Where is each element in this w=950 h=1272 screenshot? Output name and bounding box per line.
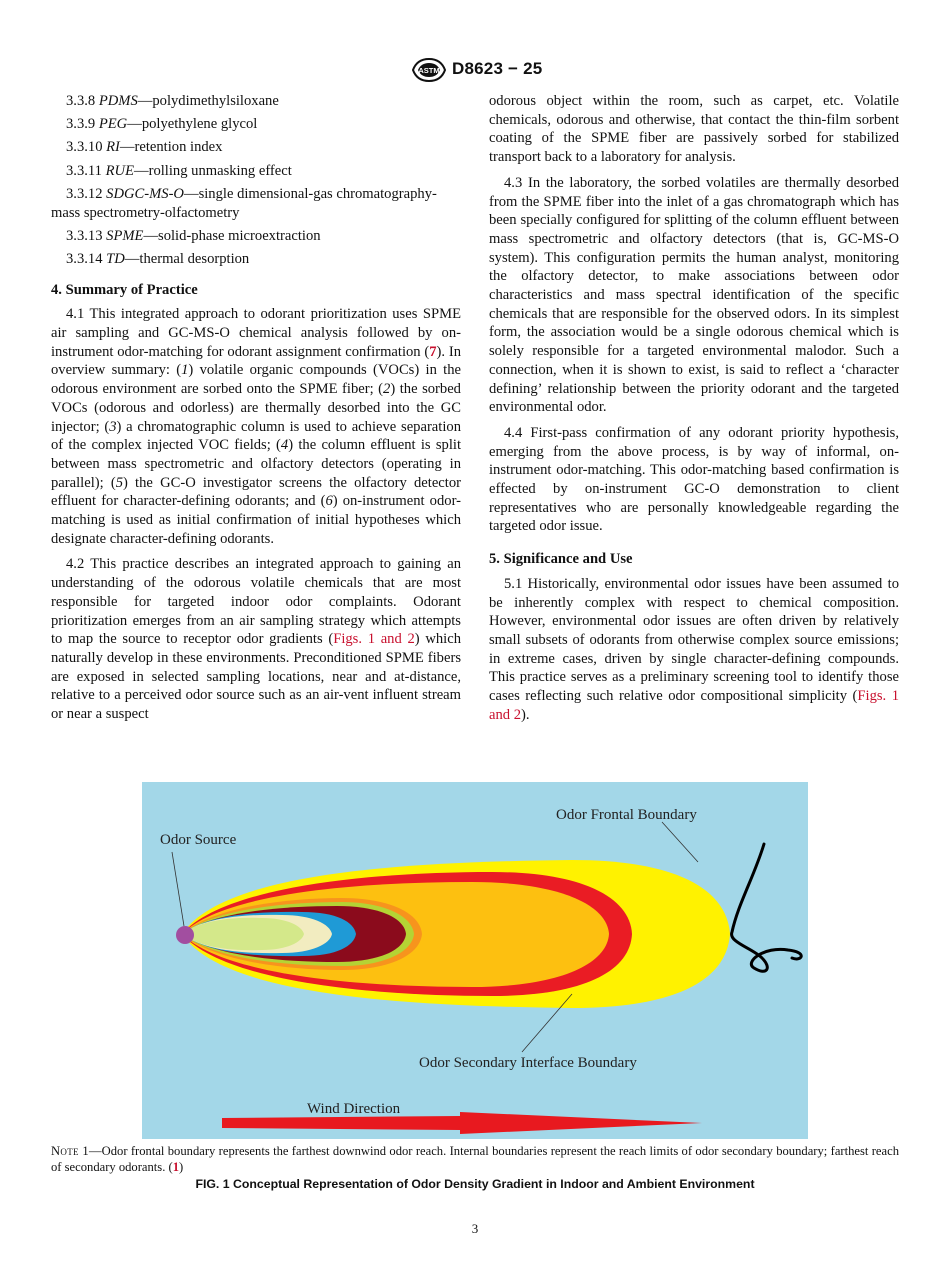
- astm-logo-icon: [409, 58, 449, 82]
- paragraph-4-2: 4.2 This practice describes an integrated approach to gaining an understanding of the odorous volatile chemicals that are most responsible for targeted indoor odor complaints. Odorant prioritization emerges from an air sampling strategy which attempts to map the source to receptor odor gradients (Figs. 1 and 2) which naturally develop in these environments. Preconditioned SPME fibers are exposed in selected sampling locations, near and at-distance, relative to a perceived odor source such as an air-vent influent stream or near a suspect: [51, 556, 461, 723]
- left-column: [51, 92, 461, 731]
- abbrev-item: 3.3.8 PDMS—polydimethylsiloxane: [66, 93, 279, 109]
- reference-link[interactable]: 1: [172, 1159, 179, 1174]
- wind-direction-label: Wind Direction: [307, 1101, 401, 1117]
- odor-source-dot: [176, 926, 194, 944]
- section-heading: 4. Summary of Practice: [51, 281, 198, 298]
- document-designation: D8623 − 25: [452, 59, 543, 78]
- figure-note: Note 1—Odor frontal boundary represents the farthest downwind odor reach. Internal boundaries represent the reach limits of odor secondary boundary; farthest reach of secondary odorants. (1): [51, 1144, 899, 1174]
- odor-source-label: Odor Source: [160, 832, 237, 848]
- frontal-boundary-label: Odor Frontal Boundary: [556, 807, 697, 823]
- paragraph-4-1: 4.1 This integrated approach to odorant prioritization uses SPME air sampling and GC-MS-O chemical analysis followed by on-instrument odor-matching for odorant assignment confirmation (7). In overview summary: (1) volatile organic compounds (VOCs) in the odorous environment are sorbed onto the SPME fiber; (2) the sorbed VOCs (odorous and odorless) are thermally desorbed into the GC injector; (3) a chromatographic column is used to achieve separation of the complex injected VOC fields; (4) the column effluent is split between mass spectrometric and olfactory detectors (operating in parallel); (5) the GC-O investigator screens the olfactory detector effluent for character-defining odorants; and (6) on-instrument odor-matching is used as initial confirmation of initial hypotheses which designate character-defining odorants.: [51, 306, 462, 547]
- abbrev-item: 3.3.12 SDGC-MS-O—single dimensional-gas chromatography-mass spectrometry-olfactometry: [51, 185, 437, 221]
- page-header: [0, 58, 950, 84]
- paragraph-4-2-continued: odorous object within the room, such as carpet, etc. Volatile chemicals, odorous and otherwise, that contact the thin-film sorbent coating of the SPME fiber are passively sorbed for stabilized transport back to a laboratory for analysis.: [489, 93, 899, 166]
- abbrev-item: 3.3.14 TD—thermal desorption: [66, 250, 250, 267]
- figure-caption: FIG. 1 Conceptual Representation of Odor Density Gradient in Indoor and Ambient Environment: [195, 1177, 755, 1191]
- figure-1-odor-gradient: [142, 782, 808, 1139]
- abbrev-item: 3.3.13 SPME—solid-phase microextraction: [66, 227, 321, 244]
- paragraph-4-4: 4.4 First-pass confirmation of any odorant priority hypothesis, emerging from the above process, is by way of informal, on-instrument odor-matching. This odor-matching based confirmation is effected by on-instrument GC-O demonstration to client representatives who are personally knowledgeable regarding the targeted odor issue.: [489, 424, 899, 535]
- section-heading: 5. Significance and Use: [489, 551, 633, 568]
- right-column: [489, 92, 899, 732]
- svg-text:ASTM: ASTM: [418, 66, 440, 75]
- paragraph-5-1: 5.1 Historically, environmental odor issues have been assumed to be inherently complex with respect to chemical composition. However, environmental odor issues are often driven by relatively small subsets of odorants from otherwise complex source emissions; in extreme cases, driven by single character-defining compounds. This practice serves as a preliminary screening tool to identify those cases reflecting such relative odor compositional simplicity (Figs. 1 and 2).: [489, 575, 900, 723]
- reference-link[interactable]: 7: [429, 343, 437, 360]
- figure-link[interactable]: Figs. 1 and 2: [333, 631, 415, 648]
- figure-link[interactable]: Figs. 1 and 2: [489, 688, 900, 723]
- abbrev-item: 3.3.10 RI—retention index: [66, 139, 223, 156]
- secondary-boundary-label: Odor Secondary Interface Boundary: [419, 1055, 637, 1071]
- page-number: 3: [471, 1221, 479, 1236]
- abbrev-item: 3.3.11 RUE—rolling unmasking effect: [66, 162, 292, 179]
- abbrev-item: 3.3.9 PEG—polyethylene glycol: [66, 116, 258, 133]
- paragraph-4-3: 4.3 In the laboratory, the sorbed volatiles are thermally desorbed from the SPME fiber into the inlet of a gas chromatograph which has been specially configured for splitting of the column effluent between mass spectrometric and olfactory detectors (that is, GC-MS-O system). This configuration permits the human analyst, monitoring the olfactory detector, to make associations between odor characteristics and mass spectral identification of the specific chemicals that are responsible for the observed odors. In its simplest form, the association would be a single odorous chemical which is solely responsible for a targeted environmental malodor. Such a connection, when it is shown to exist, is said to reflect a ‘character defining’ relationship between the priority odorant and the targeted environmental odor.: [489, 174, 899, 416]
